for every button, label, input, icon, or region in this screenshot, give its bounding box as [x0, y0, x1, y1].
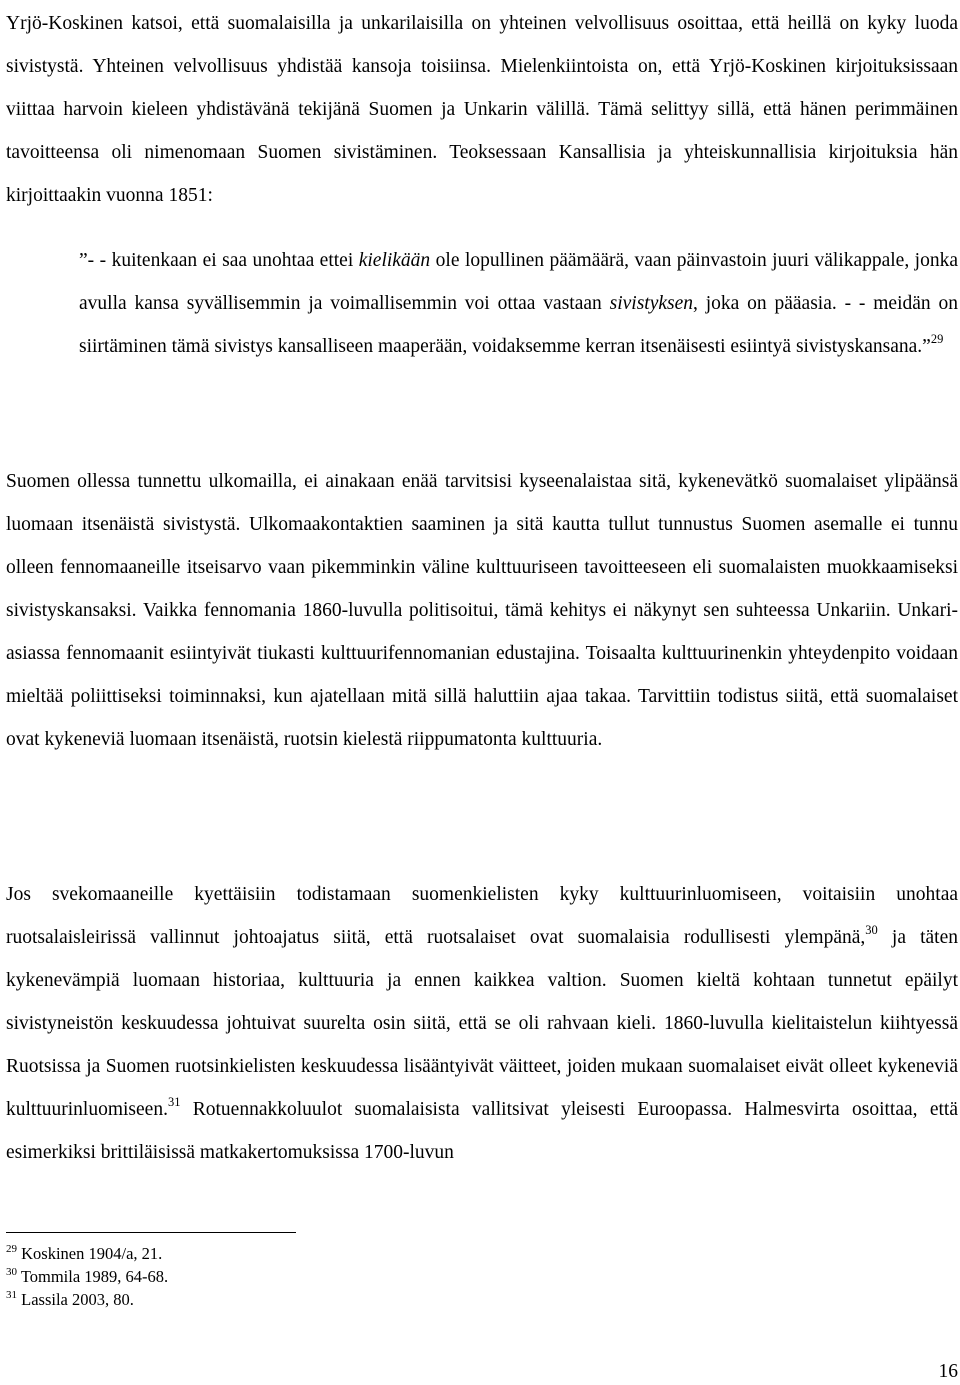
footnote-text: Lassila 2003, 80.: [17, 1290, 134, 1309]
paragraph-text: Rotuennakkoluulot suomalaisista vallitsivat yleisesti Euroopassa. Halmesvirta osoittaa, että esimerkiksi brittiläisissä matkakertomuksissa 1700-luvun: [6, 1099, 958, 1163]
footnote-number: 29: [6, 1243, 17, 1255]
footnote-31: [6, 1288, 168, 1311]
footnote-reference-30[interactable]: 30: [865, 923, 878, 937]
footnote-separator: [6, 1232, 296, 1233]
quote-emphasis-kielikaan: kielikään: [358, 250, 431, 271]
paragraph-text: Jos svekomaaneille kyettäisiin todistamaan suomenkielisten kyky kulttuurinluomiseen, voitaisiin unohtaa ruotsalaisleirissä vallinnut johtoajatus siitä, että ruotsalaiset ovat suomalaisia rodullisesti ylempänä,: [6, 884, 958, 948]
footnote-number: 30: [6, 1266, 17, 1278]
footnotes: [6, 1242, 168, 1311]
footnote-29: [6, 1242, 168, 1265]
quote-emphasis-sivistyksen: sivistyksen: [609, 293, 694, 314]
paragraph-text: Suomen ollessa tunnettu ulkomailla, ei ainakaan enää tarvitsisi kyseenalaistaa sitä, kykenevätkö suomalaiset ylipäänsä luomaan itsenäistä sivistystä. Ulkomaakontaktien saaminen ja sitä kautta tullut tunnustus Suomen asemalle ei tunnu olleen fennomaaneille itseisarvo vaan pikemminkin väline kulttuuriseen tavoitteeseen eli suomalaisten muokkaamiseksi sivistyskansaksi. Vaikka fennomania 1860-luvulla politisoitui, tämä kehitys ei näkynyt sen suhteessa Unkariin. Unkari-asiassa fennomaanit esiintyivät tiukasti kulttuurifennomanian edustajina. Toisaalta kulttuurinenkin yhteydenpito voidaan mieltää poliittiseksi toiminnaksi, kun ajatellaan mitä sillä haluttiin ajaa takaa. Tarvittiin todistus siitä, että suomalaiset ovat kykeneviä luomaan itsenäistä, ruotsin kielestä riippumatonta kulttuuria.: [6, 471, 958, 750]
body-paragraph-3: [6, 873, 958, 1174]
footnote-number: 31: [6, 1289, 17, 1301]
block-quote: [79, 239, 958, 368]
footnote-text: Koskinen 1904/a, 21.: [17, 1244, 163, 1263]
footnote-reference-29[interactable]: 29: [930, 332, 944, 346]
footnote-reference-31[interactable]: 31: [167, 1095, 181, 1109]
body-paragraph-1: [6, 2, 958, 217]
paragraph-text: ja täten kykenevämpiä luomaan historiaa, kulttuuria ja ennen kaikkea valtion. Suomen kieltä kohtaan tunnetut epäilyt sivistyneistön keskuudessa johtuivat suurelta osin siitä, että se oli rahvaan kieli. 1860-luvulla kielitaistelun kiihtyessä Ruotsissa ja Suomen ruotsinkielisten keskuudessa lisääntyivät väitteet, joiden mukaan suomalaiset eivät olleet kykeneviä kulttuurinluomiseen.: [6, 927, 958, 1120]
footnote-30: [6, 1265, 168, 1288]
page-number: 16: [938, 1361, 958, 1382]
paragraph-text: Yrjö-Koskinen katsoi, että suomalaisilla ja unkarilaisilla on yhteinen velvollisuus osoittaa, että heillä on kyky luoda sivistystä. Yhteinen velvollisuus yhdistää kansoja toisiinsa. Mielenkiintoista on, että Yrjö-Koskinen kirjoituksissaan viittaa harvoin kieleen yhdistävänä tekijänä Suomen ja Unkarin välillä. Tämä selittyy sillä, että hänen perimmäinen tavoitteensa oli nimenomaan Suomen sivistäminen. Teoksessaan Kansallisia ja yhteiskunnallisia kirjoituksia hän kirjoittaakin vuonna 1851:: [6, 13, 958, 206]
quote-text: ole lopullinen päämäärä, vaan päinvastoin juuri välikappale, jonka avulla kansa syvällisemmin ja voimallisemmin voi ottaa vastaan: [79, 250, 958, 314]
quote-text: , joka on pääasia. - - meidän on siirtäminen tämä sivistys kansalliseen maaperään, voidaksemme kerran itsenäisesti esiintyä sivistyskansana.”: [79, 293, 958, 357]
footnote-text: Tommila 1989, 64-68.: [17, 1267, 169, 1286]
body-paragraph-2: [6, 460, 958, 761]
quote-text: ”- - kuitenkaan ei saa unohtaa ettei: [79, 250, 359, 271]
